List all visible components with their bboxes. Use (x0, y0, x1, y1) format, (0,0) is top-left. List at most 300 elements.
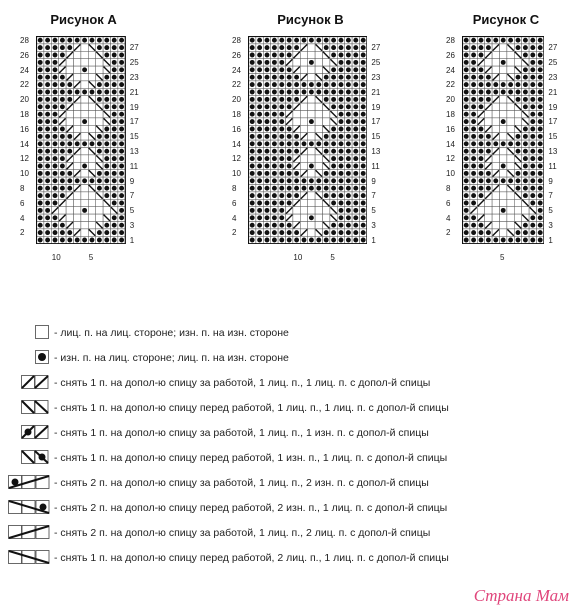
purl-dot (45, 90, 50, 95)
purl-dot (523, 223, 528, 228)
purl-dot (53, 238, 58, 243)
purl-dot (479, 171, 484, 176)
purl-dot (112, 193, 117, 198)
purl-dot (479, 164, 484, 169)
purl-dot (287, 201, 292, 206)
purl-dot (38, 149, 43, 154)
purl-dot (353, 230, 358, 235)
stitch-cell (507, 66, 514, 73)
purl-dot (257, 149, 262, 154)
purl-dot (104, 164, 109, 169)
stitch-cell (500, 148, 507, 155)
purl-dot (119, 178, 124, 183)
stitch-cell (74, 103, 81, 110)
purl-dot (265, 164, 270, 169)
legend-row (8, 495, 568, 520)
purl-dot (486, 230, 491, 235)
purl-dot (60, 149, 65, 154)
purl-dot (523, 82, 528, 87)
purl-dot (530, 178, 535, 183)
purl-dot (324, 141, 329, 146)
purl-dot (346, 141, 351, 146)
purl-dot (279, 38, 284, 43)
purl-dot (97, 238, 102, 243)
purl-dot (279, 45, 284, 50)
purl-dot (38, 60, 43, 65)
row-number-left: 22 (20, 80, 29, 90)
purl-dot (60, 141, 65, 146)
purl-dot (90, 38, 95, 43)
stitch-cell (293, 207, 300, 214)
stitch-grid (462, 36, 544, 244)
legend-text: - снять 1 п. на допол-ю спицу за работой, 1 лиц. п., 1 изн. п. с допол-й спицы (54, 426, 429, 439)
purl-dot (339, 230, 344, 235)
purl-dot (60, 90, 65, 95)
purl-dot (112, 238, 117, 243)
row-number-right: 5 (371, 206, 376, 216)
purl-dot (346, 60, 351, 65)
purl-dot (523, 90, 528, 95)
purl-dot (250, 104, 255, 109)
purl-dot (265, 223, 270, 228)
purl-dot (361, 171, 366, 176)
purl-dot (361, 38, 366, 43)
purl-dot (346, 75, 351, 80)
stitch-cell (308, 125, 315, 132)
purl-dot (250, 67, 255, 72)
stitch-cell (66, 111, 73, 118)
stitch-cell (81, 185, 88, 192)
purl-dot (257, 82, 262, 87)
stitch-cell (88, 103, 95, 110)
purl-dot (45, 178, 50, 183)
row-number-left: 4 (20, 213, 25, 223)
stitch-cell (500, 133, 507, 140)
dot-square-symbol (35, 350, 50, 365)
purl-dot (464, 171, 469, 176)
stitch-cell (74, 125, 81, 132)
purl-dot (53, 90, 58, 95)
purl-dot (287, 90, 292, 95)
purl-dot (516, 90, 521, 95)
purl-dot (471, 223, 476, 228)
purl-dot (272, 141, 277, 146)
row-number-left: 12 (446, 154, 455, 164)
purl-dot (119, 90, 124, 95)
stitch-cell (66, 66, 73, 73)
purl-dot (339, 149, 344, 154)
stitch-cell (81, 111, 88, 118)
purl-dot (530, 141, 535, 146)
legend-row (8, 370, 568, 395)
purl-dot (471, 90, 476, 95)
purl-dot (353, 164, 358, 169)
purl-dot (339, 104, 344, 109)
row-number-left: 26 (20, 50, 29, 60)
purl-dot (339, 127, 344, 132)
purl-dot (346, 97, 351, 102)
stitch-cell (315, 207, 322, 214)
purl-dot (346, 134, 351, 139)
purl-dot (250, 90, 255, 95)
purl-dot (361, 67, 366, 72)
purl-dot (279, 60, 284, 65)
empty-square-symbol (35, 325, 50, 340)
row-number-left: 10 (446, 169, 455, 179)
purl-dot (279, 171, 284, 176)
purl-dot (257, 208, 262, 213)
stitch-cell (96, 59, 103, 66)
row-number-left: 4 (232, 213, 237, 223)
purl-dot (464, 119, 469, 124)
purl-dot (104, 134, 109, 139)
purl-dot (339, 75, 344, 80)
purl-dot (530, 186, 535, 191)
stitch-cell (308, 103, 315, 110)
stitch-cell (492, 125, 499, 132)
chart-title: Рисунок С (472, 12, 540, 27)
row-number-right: 13 (371, 147, 381, 156)
purl-dot (346, 149, 351, 154)
purl-dot (523, 156, 528, 161)
stitch-cell (507, 162, 514, 169)
stitch-cell (315, 103, 322, 110)
stitch-cell (514, 199, 521, 206)
purl-dot (353, 75, 358, 80)
stitch-cell (88, 207, 95, 214)
purl-dot (353, 119, 358, 124)
purl-dot (331, 104, 336, 109)
purl-dot (287, 230, 292, 235)
purl-dot (112, 53, 117, 58)
purl-dot (272, 149, 277, 154)
purl-dot (112, 141, 117, 146)
purl-dot (486, 82, 491, 87)
purl-dot (45, 82, 50, 87)
purl-dot (67, 141, 72, 146)
purl-dot (67, 38, 72, 43)
purl-dot (508, 178, 513, 183)
purl-dot (530, 238, 535, 243)
purl-dot (272, 90, 277, 95)
purl-dot (471, 67, 476, 72)
purl-dot (53, 149, 58, 154)
purl-dot (538, 156, 543, 161)
stitch-cell (81, 51, 88, 58)
purl-dot (353, 82, 358, 87)
purl-dot (257, 178, 262, 183)
purl-dot (38, 112, 43, 117)
purl-dot (265, 104, 270, 109)
purl-dot (294, 141, 299, 146)
stitch-cell (500, 229, 507, 236)
purl-dot (493, 82, 498, 87)
purl-dot (516, 75, 521, 80)
purl-dot (265, 119, 270, 124)
purl-dot (38, 193, 43, 198)
purl-dot (265, 186, 270, 191)
purl-dot (538, 230, 543, 235)
chart-a (20, 12, 155, 283)
purl-dot (346, 171, 351, 176)
purl-dot (53, 67, 58, 72)
purl-dot (279, 164, 284, 169)
purl-dot (353, 171, 358, 176)
stitch-cell (514, 59, 521, 66)
purl-dot (45, 112, 50, 117)
row-number-right: 21 (548, 87, 558, 97)
purl-dot (97, 171, 102, 176)
stitch-cell (300, 66, 307, 73)
purl-dot (279, 127, 284, 132)
purl-dot (493, 238, 498, 243)
stitch-cell (500, 96, 507, 103)
purl-dot (530, 164, 535, 169)
purl-dot (316, 238, 321, 243)
row-number-left: 10 (232, 169, 241, 179)
row-number-left: 2 (20, 228, 25, 238)
purl-dot (339, 119, 344, 124)
purl-dot (361, 119, 366, 124)
stitch-cell (323, 59, 330, 66)
row-number-right: 7 (548, 191, 553, 201)
purl-dot (479, 141, 484, 146)
purl-dot (279, 90, 284, 95)
row-number-right: 9 (548, 176, 553, 186)
purl-dot (353, 193, 358, 198)
purl-dot (104, 97, 109, 102)
purl-dot (331, 178, 336, 183)
purl-dot (479, 156, 484, 161)
purl-dot (361, 201, 366, 206)
purl-dot (479, 238, 484, 243)
purl-dot (486, 178, 491, 183)
column-number: 5 (88, 253, 94, 263)
stitch-cell (300, 199, 307, 206)
purl-dot (45, 75, 50, 80)
row-number-right: 13 (129, 147, 139, 156)
purl-dot (104, 193, 109, 198)
purl-dot (53, 127, 58, 132)
purl-dot (538, 171, 543, 176)
purl-dot (324, 238, 329, 243)
purl-dot (250, 112, 255, 117)
stitch-cell (500, 125, 507, 132)
purl-dot (331, 90, 336, 95)
purl-dot (257, 141, 262, 146)
purl-dot (523, 171, 528, 176)
purl-dot (309, 178, 314, 183)
purl-dot (104, 141, 109, 146)
purl-dot (331, 171, 336, 176)
cross-right-1x1-symbol (21, 375, 50, 390)
purl-dot (538, 178, 543, 183)
purl-dot (309, 164, 314, 169)
purl-dot (471, 164, 476, 169)
stitch-cell (81, 59, 88, 66)
purl-dot (60, 82, 65, 87)
stitch-cell (300, 51, 307, 58)
purl-dot (38, 238, 43, 243)
stitch-cell (507, 155, 514, 162)
stitch-cell (308, 74, 315, 81)
purl-dot (250, 141, 255, 146)
row-number-left: 8 (20, 184, 25, 193)
purl-dot (97, 38, 102, 43)
stitch-cell (507, 222, 514, 229)
watermark-logo: Страна Мам (473, 586, 569, 605)
purl-dot (75, 141, 80, 146)
purl-dot (112, 171, 117, 176)
stitch-cell (88, 66, 95, 73)
stitch-cell (492, 66, 499, 73)
purl-dot (250, 38, 255, 43)
stitch-cell (323, 207, 330, 214)
cross-left-2x1-purl-symbol (8, 498, 54, 518)
purl-dot (45, 186, 50, 191)
row-number-right: 3 (371, 221, 376, 230)
purl-dot (530, 104, 535, 109)
stitch-cell (300, 207, 307, 214)
stitch-cell (74, 66, 81, 73)
purl-dot (479, 230, 484, 235)
stitch-cell (315, 162, 322, 169)
purl-dot (464, 38, 469, 43)
purl-dot (250, 127, 255, 132)
purl-dot (538, 67, 543, 72)
purl-dot (97, 149, 102, 154)
purl-dot (309, 215, 314, 220)
purl-dot (279, 104, 284, 109)
row-number-right: 15 (548, 132, 558, 142)
purl-dot (471, 178, 476, 183)
purl-dot (530, 193, 535, 198)
purl-dot (324, 186, 329, 191)
purl-dot (257, 97, 262, 102)
stitch-cell (300, 162, 307, 169)
purl-dot (265, 53, 270, 58)
purl-dot (53, 215, 58, 220)
purl-dot (361, 60, 366, 65)
stitch-cell (323, 118, 330, 125)
legend-row (8, 545, 568, 570)
purl-dot (530, 149, 535, 154)
row-number-left: 16 (20, 124, 29, 134)
purl-dot (38, 201, 43, 206)
row-number-right: 17 (129, 117, 139, 127)
purl-dot (530, 60, 535, 65)
purl-dot (324, 230, 329, 235)
purl-dot (287, 238, 292, 243)
purl-dot (287, 127, 292, 132)
cross-right-purl-1x1-symbol (21, 425, 50, 440)
purl-dot (104, 90, 109, 95)
stitch-cell (492, 118, 499, 125)
row-number-right: 1 (129, 235, 135, 245)
purl-dot (272, 156, 277, 161)
stitch-cell (88, 214, 95, 221)
cross-right-purl-1x1-symbol (8, 423, 54, 443)
stitch-cell (308, 148, 315, 155)
stitch-cell (492, 207, 499, 214)
purl-dot (257, 215, 262, 220)
stitch-cell (492, 51, 499, 58)
purl-dot (471, 45, 476, 50)
purl-dot (464, 53, 469, 58)
purl-dot (353, 60, 358, 65)
row-number-right: 5 (129, 206, 135, 216)
purl-dot (353, 67, 358, 72)
purl-dot (257, 171, 262, 176)
purl-dot (361, 97, 366, 102)
purl-dot (60, 45, 65, 50)
purl-dot (361, 178, 366, 183)
purl-dot (361, 230, 366, 235)
purl-dot (279, 156, 284, 161)
purl-dot (486, 238, 491, 243)
purl-dot (516, 186, 521, 191)
purl-dot (331, 38, 336, 43)
row-number-right: 19 (129, 102, 139, 112)
purl-dot (471, 53, 476, 58)
purl-dot (538, 208, 543, 213)
purl-dot (516, 230, 521, 235)
purl-dot (272, 230, 277, 235)
purl-dot (67, 82, 72, 87)
purl-dot (486, 141, 491, 146)
purl-dot (361, 134, 366, 139)
purl-dot (279, 112, 284, 117)
purl-dot (265, 149, 270, 154)
purl-dot (294, 186, 299, 191)
purl-dot (67, 238, 72, 243)
stitch-cell (81, 155, 88, 162)
purl-dot (516, 97, 521, 102)
purl-dot (339, 112, 344, 117)
stitch-cell (81, 192, 88, 199)
purl-dot (324, 90, 329, 95)
purl-dot (471, 82, 476, 87)
stitch-cell (300, 59, 307, 66)
purl-dot (53, 201, 58, 206)
purl-dot (250, 230, 255, 235)
purl-dot (464, 82, 469, 87)
purl-dot (346, 164, 351, 169)
purl-dot (38, 97, 43, 102)
purl-dot (112, 82, 117, 87)
stitch-cell (315, 199, 322, 206)
purl-dot (279, 67, 284, 72)
row-number-right: 21 (371, 87, 381, 97)
purl-dot (45, 45, 50, 50)
purl-dot (265, 238, 270, 243)
purl-dot (279, 82, 284, 87)
purl-dot (119, 238, 124, 243)
purl-dot (112, 134, 117, 139)
stitch-cell (96, 118, 103, 125)
purl-dot (257, 134, 262, 139)
purl-dot (265, 97, 270, 102)
purl-dot (464, 156, 469, 161)
purl-dot (294, 82, 299, 87)
purl-dot (119, 134, 124, 139)
stitch-cell (96, 214, 103, 221)
stitch-cell (507, 192, 514, 199)
purl-dot (112, 90, 117, 95)
purl-dot (464, 201, 469, 206)
purl-dot (316, 141, 321, 146)
row-number-right: 25 (548, 58, 558, 68)
